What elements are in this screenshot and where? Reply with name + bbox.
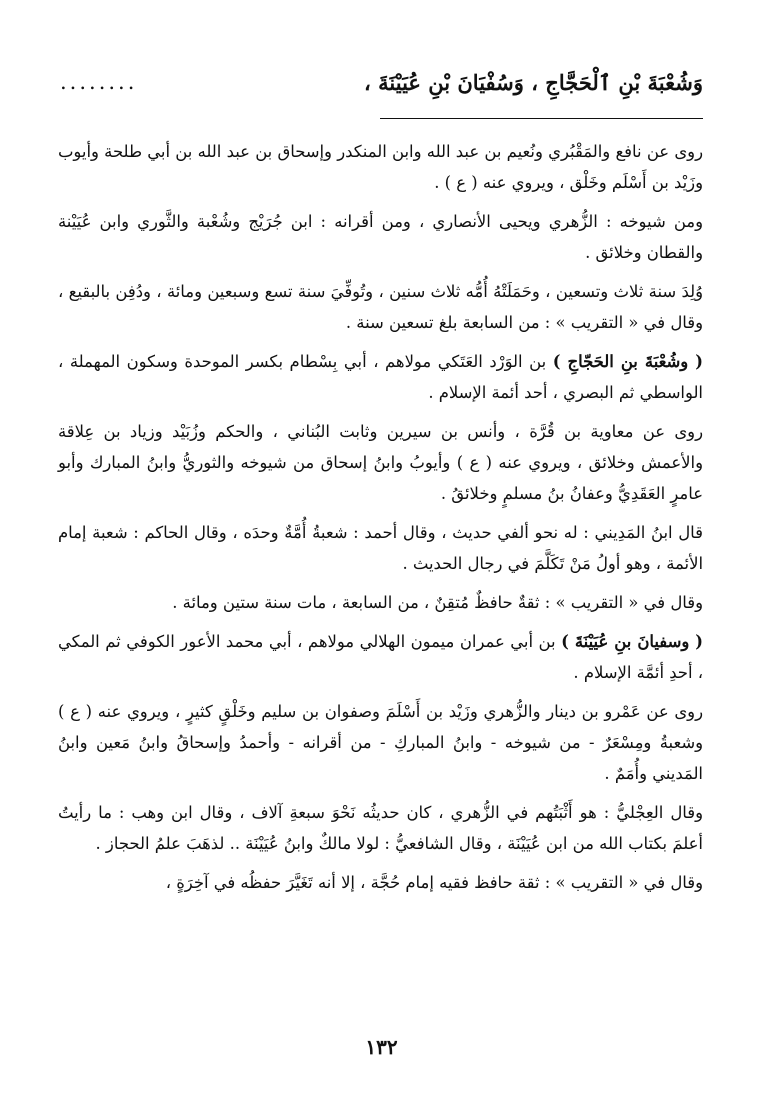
paragraph-text: روى عن نافع والمَقْبُري ونُعيم بن عبد الله وابن المنكدر وإسحاق بن عبد الله بن أبي طلحة وأيوب وزَيْد بن أَسْلَم وخَلْق ، ويروي عنه ( ع ) . <box>58 142 703 192</box>
paragraph <box>58 696 703 789</box>
page-number: ١٣٢ <box>365 1035 398 1059</box>
commentary-body <box>58 136 703 906</box>
header-title: وَشُعْبَةَ بْنِ ٱلْحَجَّاجِ ، وَسُفْيَانَ بْنِ عُيَيْنَةَ ، <box>364 69 703 95</box>
paragraph <box>58 276 703 338</box>
paragraph-text: وقال العِجْليُّ : هو أَثْبَتُهم في الزُّهري ، كان حديثُه نَحْوَ سبعةِ آلاف ، وقال ابن وهب : ما رأيتُ أعلمَ بكتاب الله من ابن عُيَيْنَة ، وقال الشافعيُّ : لولا مالكٌ وابنُ عُيَيْنَة .. لذهَبَ علمُ الحجاز . <box>58 803 703 853</box>
paragraph-text: روى عن معاوية بن قُرَّة ، وأنس بن سيرين وثابت البُناني ، والحكم وزُبَيْد وزياد بن عِلاقة والأعمش وخلائق ، ويروي عنه ( ع ) وأيوبُ وابنُ إسحاق من شيوخه والثوريُّ وابنُ المبارك وأبو عامرٍ العَقَدِيُّ وعفانُ بنُ مسلمٍ وخلائقُ . <box>58 422 703 503</box>
paragraph-text: وُلِدَ سنة ثلاث وتسعين ، وحَمَلَتْهُ أُمُّه ثلاث سنين ، وتُوفِّيَ سنة تسع وسبعين ومائة ، ودُفِن بالبقيع ، وقال في « التقريب » : من السابعة بلغ تسعين سنة . <box>58 282 703 332</box>
paragraph-text: وقال في « التقريب » : ثقةٌ حافظٌ مُتقِنٌ ، من السابعة ، مات سنة ستين ومائة . <box>172 593 703 612</box>
paragraph-text: قال ابنُ المَدِيني : له نحو ألفي حديث ، وقال أحمد : شعبةُ أُمَّةٌ وحدَه ، وقال الحاكم : شعبة إمام الأئمة ، وهو أولُ مَنْ تَكَلَّمَ في رجال الحديث . <box>58 523 703 573</box>
paragraph <box>58 517 703 579</box>
paragraph <box>58 136 703 198</box>
paragraph-text: بن أبي عمران ميمون الهلالي مولاهم ، أبي محمد الأعور الكوفي ثم المكي ، أحدِ أئمَّة الإسلام . <box>58 632 703 682</box>
paragraph <box>58 206 703 268</box>
header-dots: ........ <box>60 70 138 94</box>
running-header <box>60 62 703 102</box>
paragraph <box>58 587 703 618</box>
paragraph <box>58 626 703 688</box>
paragraph-text: بن الوَرْد العَتَكي مولاهم ، أبي بِسْطام بكسر الموحدة وسكون المهملة ، الواسطي ثم البصري ، أحد أئمة الإسلام . <box>58 352 703 402</box>
paragraph <box>58 416 703 509</box>
paragraph-text: ومن شيوخه : الزُّهري ويحيى الأنصاري ، ومن أقرانه : ابن جُرَيْج وشُعْبة والثَّوري وابن عُيَيْنة والقطان وخلائق . <box>58 212 703 262</box>
header-rule <box>380 118 703 119</box>
paragraph-text: روى عن عَمْرو بن دينار والزُّهري وزَيْد بن أَسْلَمَ وصفوان بن سليم وخَلْقٍ كثيرٍ ، ويروي عنه ( ع ) وشعبةُ ومِسْعَرٌ - من شيوخه - وابنُ المباركِ - من أقرانه - وأحمدُ وإسحاقُ وابنُ مَعين وابنُ المَديني وأُمَمٌ . <box>58 702 703 783</box>
paragraph <box>58 346 703 408</box>
paragraph-text: وقال في « التقريب » : ثقة حافظ فقيه إمام حُجَّة ، إلا أنه تَغَيَّرَ حفظُه في آخِرَةٍ ، <box>165 873 703 892</box>
narrator-name: ( وسفيانَ بنِ عُيَيْنَةَ ) <box>561 632 703 651</box>
narrator-name: ( وشُعْبَةَ بنِ الحَجّاجِ ) <box>552 352 703 371</box>
paragraph <box>58 797 703 859</box>
paragraph <box>58 867 703 898</box>
